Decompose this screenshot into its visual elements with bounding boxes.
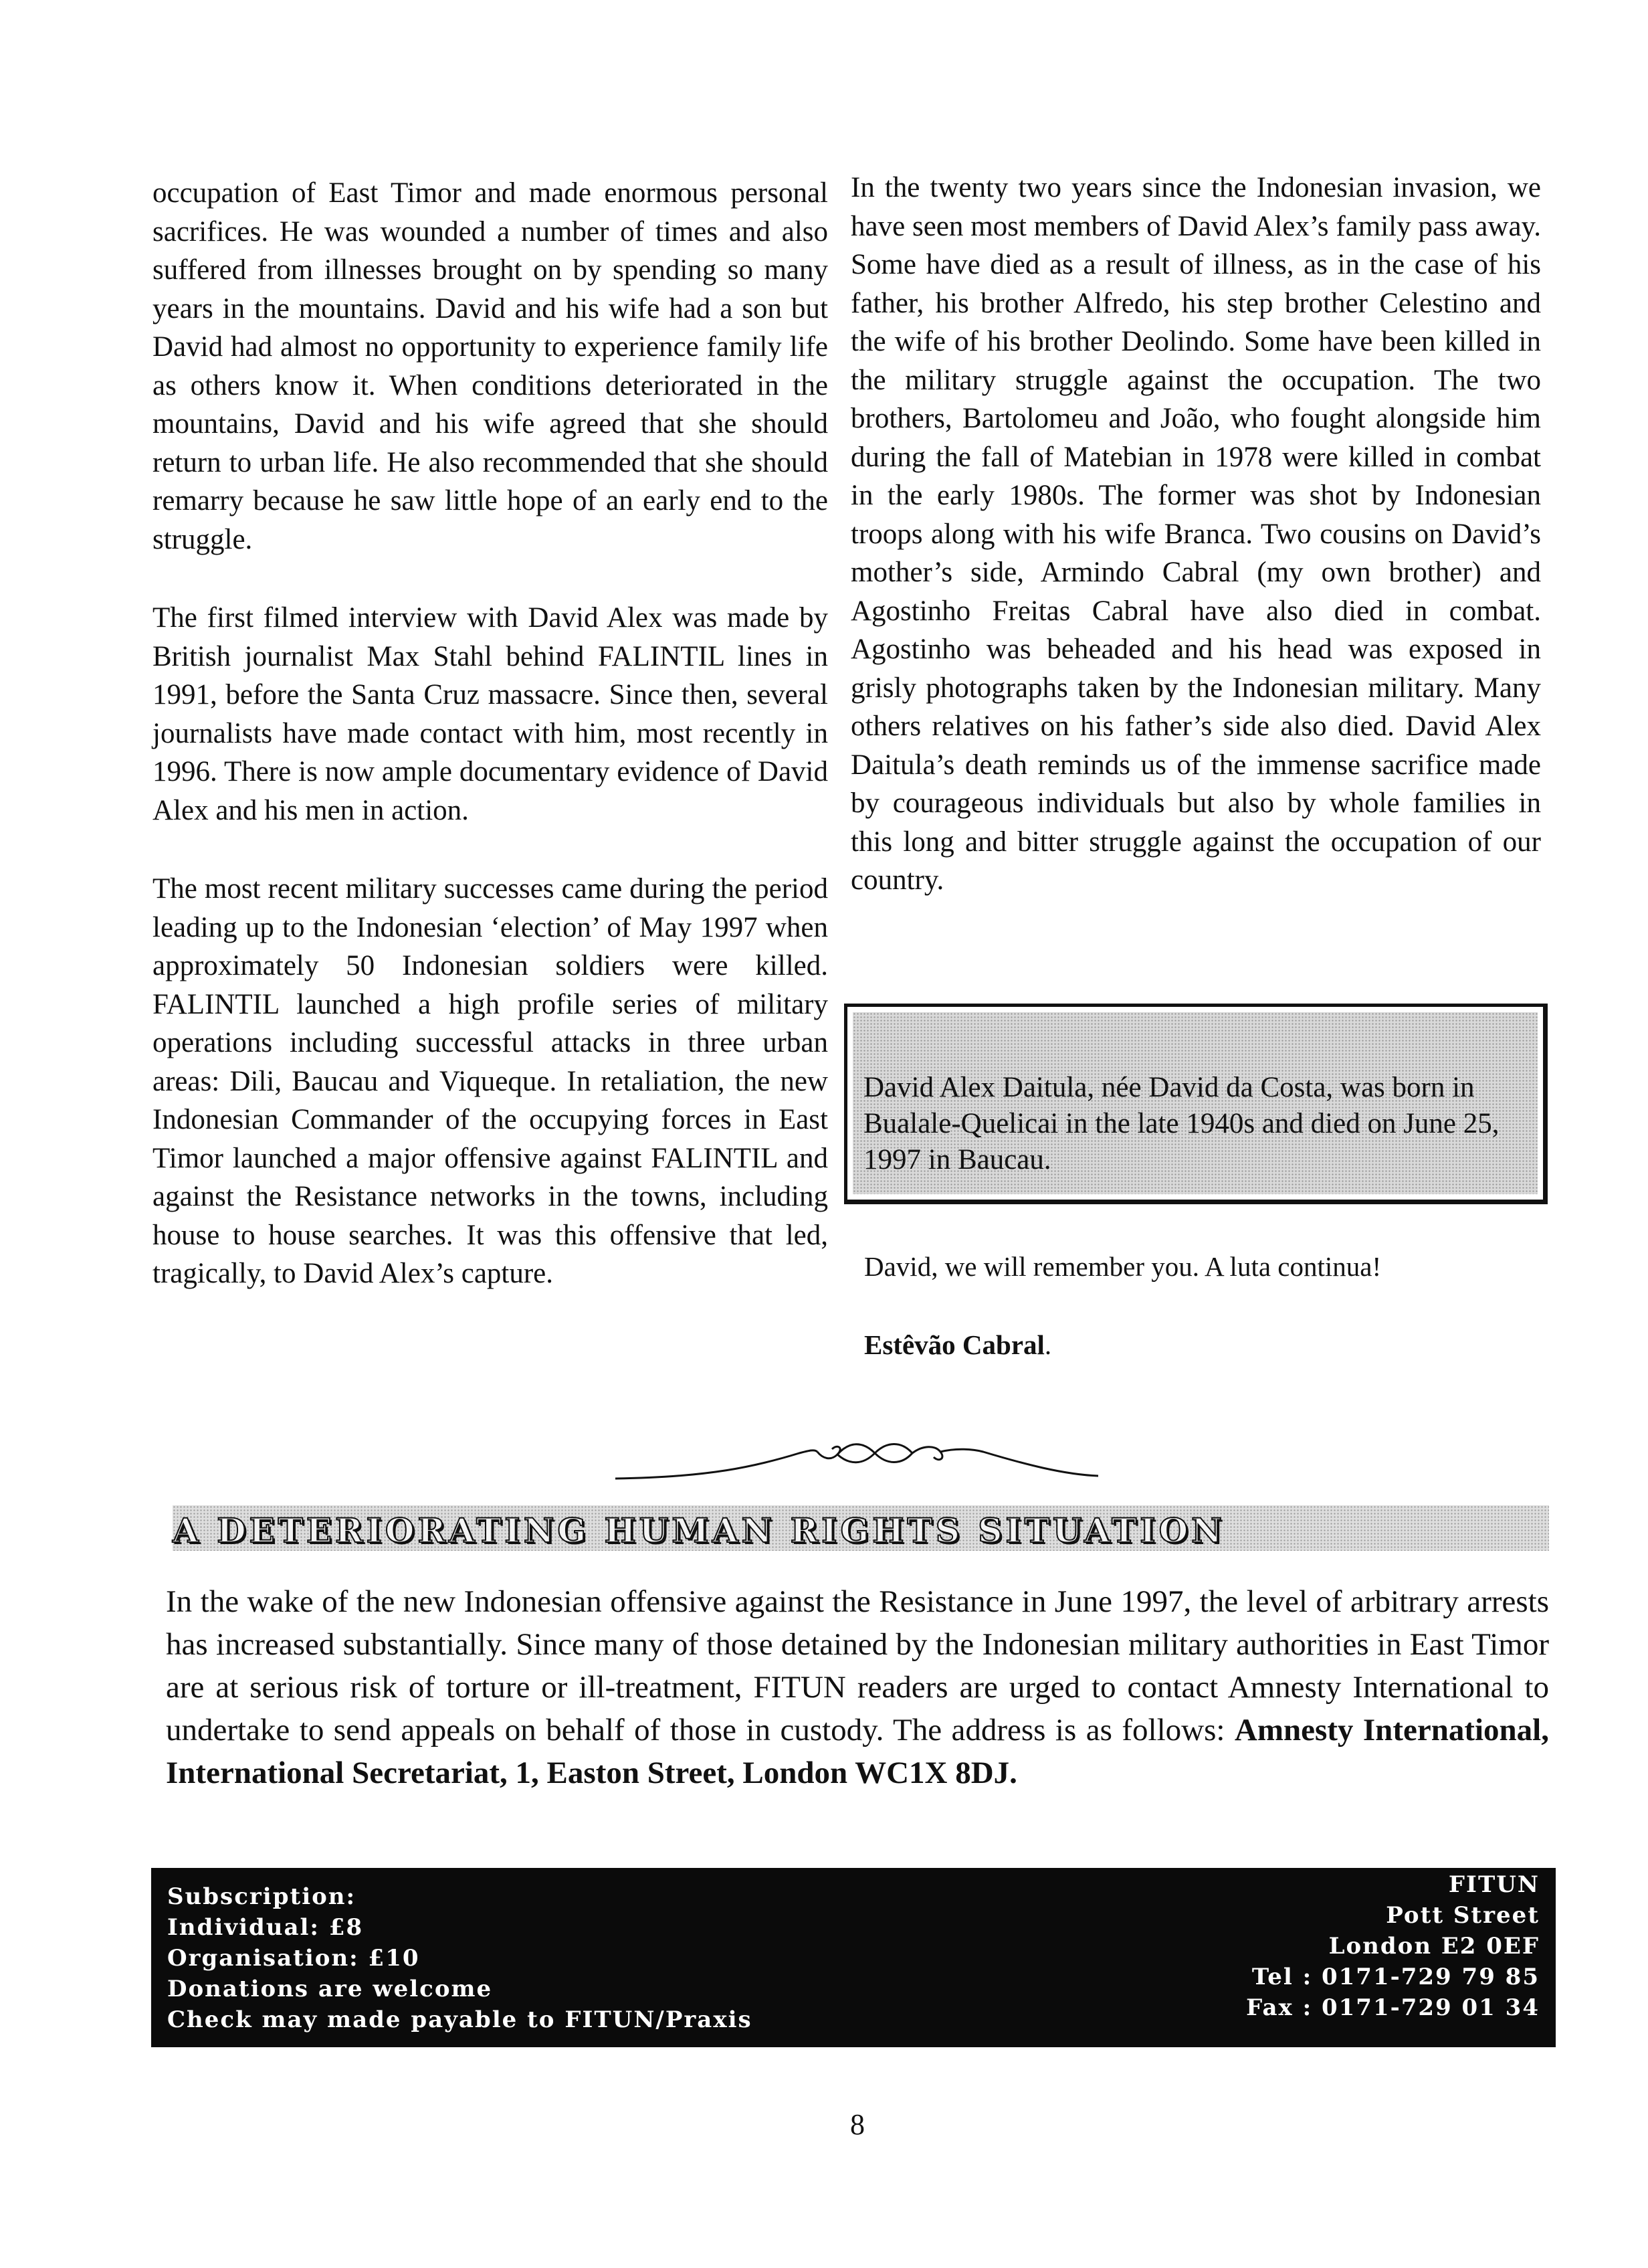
ornamental-divider [609, 1432, 1104, 1492]
body-paragraph: In the twenty two years since the Indonesian invasion, we have seen most members of David Alex’s family pass away. Some have died as a result of illness, as in the case of his father, his brother Alfredo, his step brother Celestino and the wife of his brother Deolindo. Some have been killed in the military struggle against the occupation. The two brothers, Bartolomeu and João, who fought alongside him during the fall of Matebian in 1978 were killed in combat in the early 1980s. The former was shot by Indonesian troops along with his wife Branca. Two cousins on David’s mother’s side, Armindo Cabral (my own brother) and Agostinho Freitas Cabral have also died in combat. Agostinho was beheaded and his head was exposed in grisly photographs taken by the Indonesian military. Many others relatives on his father’s side also died. David Alex Daitula’s death reminds us of the immense sacrifice made by courageous individuals but also by whole families in this long and bitter struggle against the occupation of our country. [851, 172, 1541, 896]
page-number: 8 [850, 2108, 865, 2141]
subscription-line: Organisation: £10 [167, 1945, 420, 1972]
author-name: Estêvão Cabral [864, 1329, 1045, 1360]
author-signature [864, 1328, 1051, 1361]
biography-box-text: David Alex Daitula, née David da Costa, was born in Bualale-Quelicai in the late 1940s and died on June 25, 1997 in Baucau. [853, 1012, 1538, 1194]
appeal-paragraph [166, 1580, 1549, 1794]
contact-line: London E2 0EF [1328, 1933, 1540, 1960]
subscription-footer [151, 1868, 1556, 2047]
contact-line: Pott Street [1386, 1902, 1540, 1929]
subscription-line: Subscription: [167, 1883, 356, 1910]
body-paragraph: occupation of East Timor and made enormous personal sacrifices. He was wounded a number of times and also suffered from illnesses brought on by spending so many years in the mountains. David and his wife had a son but David had almost no opportunity to experience family life as others know it. When conditions deteriorated in the mountains, David and his wife agreed that she should return to urban life. He also recommended that she should remarry because he saw little hope of an early end to the struggle. [152, 177, 828, 555]
subscription-line: Individual: £8 [167, 1914, 364, 1941]
left-column [152, 174, 828, 1293]
section-heading: A DETERIORATING HUMAN RIGHTS SITUATION [173, 1511, 1225, 1550]
body-paragraph: The most recent military successes came during the period leading up to the Indonesian ‘election’ of May 1997 when approximately 50 Indonesian soldiers were killed. FALINTIL launched a high profile series of military operations including successful attacks in three urban areas: Dili, Baucau and Viqueque. In retaliation, the new Indonesian Commander of the occupying forces in East Timor launched a major offensive against FALINTIL and against the Resistance networks in the towns, including house to house searches. It was this offensive that led, tragically, to David Alex’s capture. [152, 873, 828, 1289]
amnesty-address: Amnesty International, International Secretariat, 1, Easton Street, London WC1X 8DJ. [166, 1713, 1549, 1790]
section-heading-bar [173, 1505, 1549, 1551]
appeal-text: In the wake of the new Indonesian offensive against the Resistance in June 1997, the level of arbitrary arrests has increased substantially. Since many of those detained by the Indonesian military authorities in East Timor are at serious risk of torture or ill-treatment, FITUN readers are urged to contact Amnesty International to undertake to send appeals on behalf of those in custody. The address is as follows: [166, 1584, 1549, 1747]
right-column [851, 169, 1541, 900]
subscription-line: Donations are welcome [167, 1976, 493, 2002]
closing-line: David, we will remember you. A luta continua! [864, 1251, 1382, 1282]
contact-info [1246, 1869, 1540, 2023]
body-paragraph: The first filmed interview with David Alex was made by British journalist Max Stahl behind FALINTIL lines in 1991, before the Santa Cruz massacre. Since then, several journalists have made contact with him, most recently in 1996. There is now ample documentary evidence of David Alex and his men in action. [152, 602, 828, 826]
author-period: . [1044, 1329, 1052, 1360]
biography-box [844, 1004, 1548, 1204]
contact-line: Tel : 0171-729 79 85 [1251, 1964, 1540, 1990]
subscription-info [167, 1881, 752, 2035]
contact-line: FITUN [1448, 1871, 1540, 1898]
contact-line: Fax : 0171-729 01 34 [1246, 1994, 1540, 2021]
subscription-line: Check may made payable to FITUN/Praxis [167, 2006, 752, 2033]
